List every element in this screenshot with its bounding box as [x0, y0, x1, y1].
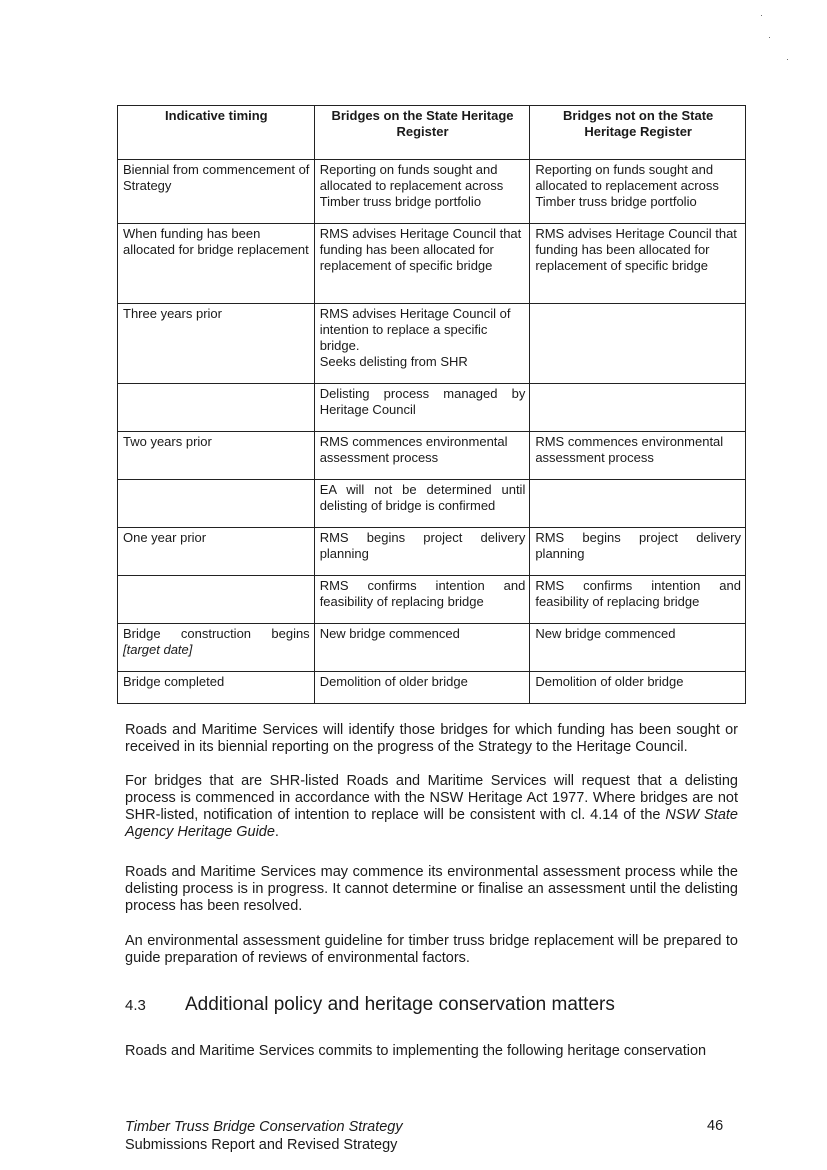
paragraph-text: Roads and Maritime Services commits to implementing the following heritage conservation [125, 1043, 707, 1059]
cell-shr: New bridge commenced [314, 624, 530, 672]
cell-timing [118, 480, 315, 528]
cell-shr: Demolition of older bridge [314, 672, 530, 704]
scan-speck: · [768, 32, 771, 42]
cell-non-shr: RMS begins project delivery planning [530, 528, 746, 576]
paragraph-guideline [125, 933, 738, 967]
cell-non-shr [530, 384, 746, 432]
cell-shr [314, 304, 530, 384]
paragraph-delisting [125, 773, 738, 841]
cell-non-shr: New bridge commenced [530, 624, 746, 672]
cell-timing-note [123, 642, 310, 658]
cell-shr: RMS begins project delivery planning [314, 528, 530, 576]
guide-title: NSW State Agency Heritage Guide [125, 807, 738, 840]
table-row [118, 384, 746, 432]
cell-shr: RMS confirms intention and feasibility of replacing bridge [314, 576, 530, 624]
cell-timing [118, 576, 315, 624]
cell-non-shr [530, 480, 746, 528]
paragraph-funding [125, 722, 738, 756]
table-row [118, 624, 746, 672]
table-row [118, 528, 746, 576]
paragraph-text: Roads and Maritime Services may commence its environmental assessment process while the delisting process is in progress. It cannot determine or finalise an assessment until the delisting process has been resolved. [125, 864, 738, 914]
cell-shr: RMS advises Heritage Council that funding has been allocated for replacement of specific bridge [314, 224, 530, 304]
target-date-note: [target date] [123, 642, 193, 657]
scan-speck: · [786, 54, 789, 64]
footer-title: Timber Truss Bridge Conservation Strategy [125, 1119, 403, 1135]
paragraph-assessment [125, 864, 738, 915]
cell-shr: EA will not be determined until delisting of bridge is confirmed [314, 480, 530, 528]
header-shr: Bridges on the State Heritage Register [314, 106, 530, 160]
paragraph-text: Roads and Maritime Services will identify those bridges for which funding has been sought or received in its biennial reporting on the progress of the Strategy to the Heritage Council. [125, 722, 738, 755]
paragraph-span: . [274, 824, 279, 840]
table-row [118, 160, 746, 224]
cell-shr: Delisting process managed by Heritage Council [314, 384, 530, 432]
cell-timing [118, 624, 315, 672]
scan-speck: · [760, 10, 763, 20]
cell-timing: Three years prior [118, 304, 315, 384]
table-row [118, 432, 746, 480]
section-title: Additional policy and heritage conservation matters [185, 994, 615, 1015]
header-non-shr: Bridges not on the State Heritage Register [530, 106, 746, 160]
cell-timing [118, 384, 315, 432]
page-number: 46 [707, 1118, 724, 1134]
cell-shr: Reporting on funds sought and allocated to replacement across Timber truss bridge portfolio [314, 160, 530, 224]
footer-subtitle: Submissions Report and Revised Strategy [125, 1137, 398, 1153]
table-header-row [118, 106, 746, 160]
cell-shr-line: RMS advises Heritage Council of intention to replace a specific bridge. [319, 306, 511, 353]
cell-timing: Biennial from commencement of Strategy [118, 160, 315, 224]
page-footer [125, 1118, 403, 1154]
header-timing: Indicative timing [118, 106, 315, 160]
section-number: 4.3 [125, 997, 146, 1014]
paragraph-text [125, 773, 738, 841]
cell-timing: When funding has been allocated for bridge replacement [118, 224, 315, 304]
cell-timing: One year prior [118, 528, 315, 576]
section-heading [125, 994, 615, 1016]
table-row [118, 304, 746, 384]
cell-non-shr: RMS commences environmental assessment process [530, 432, 746, 480]
table-row [118, 672, 746, 704]
paragraph-commitment [125, 1043, 738, 1060]
timing-table [117, 105, 746, 704]
cell-timing-line: Bridge construction begins [123, 626, 310, 641]
table-row [118, 224, 746, 304]
cell-timing: Two years prior [118, 432, 315, 480]
cell-non-shr: Reporting on funds sought and allocated to replacement across Timber truss bridge portfolio [530, 160, 746, 224]
table-row [118, 480, 746, 528]
paragraph-text: An environmental assessment guideline for timber truss bridge replacement will be prepared to guide preparation of reviews of environmental factors. [125, 933, 738, 966]
cell-timing: Bridge completed [118, 672, 315, 704]
cell-non-shr [530, 304, 746, 384]
cell-non-shr: Demolition of older bridge [530, 672, 746, 704]
cell-non-shr: RMS confirms intention and feasibility of replacing bridge [530, 576, 746, 624]
cell-non-shr: RMS advises Heritage Council that funding has been allocated for replacement of specific bridge [530, 224, 746, 304]
cell-shr-line: Seeks delisting from SHR [319, 354, 468, 369]
cell-shr: RMS commences environmental assessment process [314, 432, 530, 480]
paragraph-span: For bridges that are SHR-listed Roads and Maritime Services will request that a delisting process is commenced in accordance with the NSW Heritage Act 1977. Where bridges are not SHR-listed, notification of intention to replace will be consistent with cl. 4.14 of the [125, 773, 738, 823]
table-row [118, 576, 746, 624]
